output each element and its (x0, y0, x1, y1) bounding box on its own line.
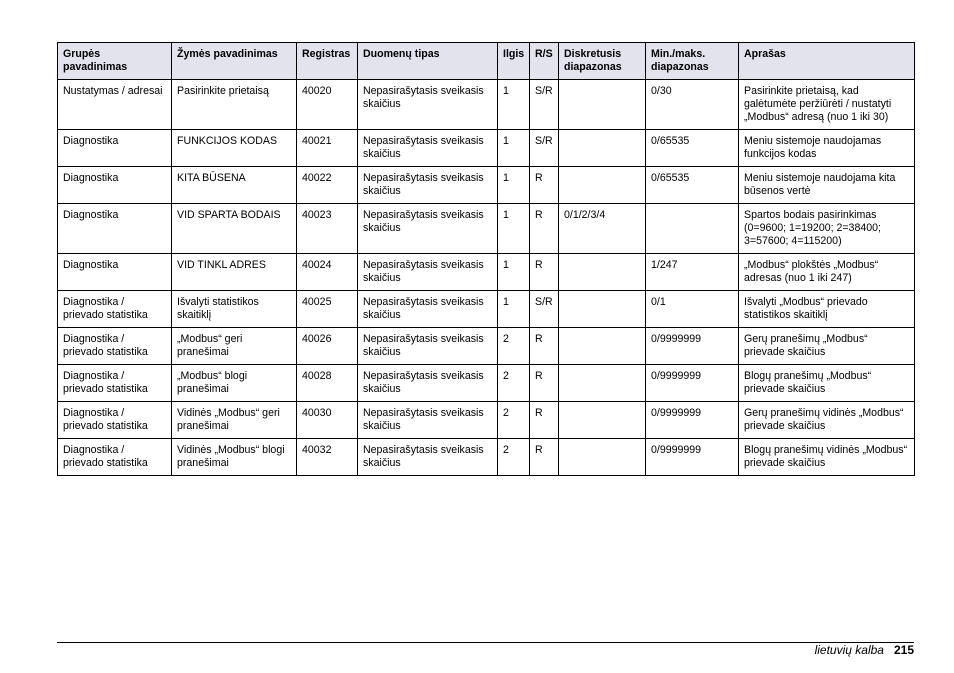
cell-discrete-range (559, 80, 646, 130)
cell-discrete-range (559, 402, 646, 439)
cell-rw: S/R (530, 291, 559, 328)
table-body (58, 80, 915, 476)
cell-data-type: Nepasirašytasis sveikasis skaičius (358, 254, 498, 291)
cell-rw: R (530, 365, 559, 402)
header-group-name: Grupės pavadinimas (58, 43, 172, 80)
cell-length: 2 (498, 365, 530, 402)
cell-rw: R (530, 439, 559, 476)
table-row (58, 328, 915, 365)
page-number: 215 (893, 643, 914, 657)
cell-data-type: Nepasirašytasis sveikasis skaičius (358, 80, 498, 130)
cell-description: Gerų pranešimų vidinės „Modbus“ prievade skaičius (739, 402, 915, 439)
cell-min-max-range: 1/247 (646, 254, 739, 291)
table-row (58, 204, 915, 254)
cell-group-name: Diagnostika / prievado statistika (58, 365, 172, 402)
cell-discrete-range (559, 328, 646, 365)
cell-register: 40032 (297, 439, 358, 476)
cell-length: 2 (498, 328, 530, 365)
table-row (58, 80, 915, 130)
cell-group-name: Diagnostika / prievado statistika (58, 291, 172, 328)
cell-tag-name: Pasirinkite prietaisą (172, 80, 297, 130)
cell-data-type: Nepasirašytasis sveikasis skaičius (358, 204, 498, 254)
cell-description: Spartos bodais pasirinkimas (0=9600; 1=19200; 2=38400; 3=57600; 4=115200) (739, 204, 915, 254)
cell-rw: R (530, 204, 559, 254)
table-row (58, 130, 915, 167)
header-rw: R/S (530, 43, 559, 80)
cell-group-name: Diagnostika (58, 254, 172, 291)
cell-group-name: Diagnostika (58, 130, 172, 167)
cell-register: 40020 (297, 80, 358, 130)
cell-group-name: Diagnostika / prievado statistika (58, 402, 172, 439)
cell-tag-name: „Modbus“ blogi pranešimai (172, 365, 297, 402)
cell-min-max-range: 0/65535 (646, 130, 739, 167)
cell-description: „Modbus“ plokštės „Modbus“ adresas (nuo 1 iki 247) (739, 254, 915, 291)
cell-rw: R (530, 254, 559, 291)
cell-tag-name: FUNKCIJOS KODAS (172, 130, 297, 167)
cell-rw: S/R (530, 130, 559, 167)
table-header-row (58, 43, 915, 80)
cell-rw: R (530, 402, 559, 439)
cell-register: 40025 (297, 291, 358, 328)
cell-data-type: Nepasirašytasis sveikasis skaičius (358, 402, 498, 439)
cell-data-type: Nepasirašytasis sveikasis skaičius (358, 439, 498, 476)
cell-tag-name: VID TINKL ADRES (172, 254, 297, 291)
cell-group-name: Diagnostika (58, 167, 172, 204)
cell-rw: S/R (530, 80, 559, 130)
cell-description: Išvalyti „Modbus“ prievado statistikos skaitiklį (739, 291, 915, 328)
cell-tag-name: Vidinės „Modbus“ blogi pranešimai (172, 439, 297, 476)
header-min-max-range: Min./maks. diapazonas (646, 43, 739, 80)
cell-min-max-range: 0/9999999 (646, 365, 739, 402)
cell-discrete-range (559, 167, 646, 204)
cell-discrete-range (559, 130, 646, 167)
cell-tag-name: KITA BŪSENA (172, 167, 297, 204)
cell-discrete-range (559, 365, 646, 402)
cell-tag-name: Išvalyti statistikos skaitiklį (172, 291, 297, 328)
cell-length: 1 (498, 80, 530, 130)
cell-length: 1 (498, 167, 530, 204)
cell-description: Blogų pranešimų „Modbus“ prievade skaičius (739, 365, 915, 402)
cell-length: 1 (498, 291, 530, 328)
cell-rw: R (530, 167, 559, 204)
cell-description: Pasirinkite prietaisą, kad galėtumėte peržiūrėti / nustatyti „Modbus“ adresą (nuo 1 iki 30) (739, 80, 915, 130)
header-data-type: Duomenų tipas (358, 43, 498, 80)
cell-min-max-range (646, 204, 739, 254)
cell-description: Meniu sistemoje naudojama kita būsenos vertė (739, 167, 915, 204)
cell-data-type: Nepasirašytasis sveikasis skaičius (358, 130, 498, 167)
cell-description: Meniu sistemoje naudojamas funkcijos kodas (739, 130, 915, 167)
cell-tag-name: „Modbus“ geri pranešimai (172, 328, 297, 365)
header-length: Ilgis (498, 43, 530, 80)
cell-length: 1 (498, 204, 530, 254)
cell-length: 2 (498, 439, 530, 476)
cell-group-name: Diagnostika / prievado statistika (58, 439, 172, 476)
cell-data-type: Nepasirašytasis sveikasis skaičius (358, 291, 498, 328)
cell-min-max-range: 0/9999999 (646, 328, 739, 365)
cell-discrete-range (559, 254, 646, 291)
table-row (58, 291, 915, 328)
footer-divider (57, 642, 914, 643)
modbus-register-table (57, 42, 915, 476)
cell-length: 1 (498, 130, 530, 167)
header-description: Aprašas (739, 43, 915, 80)
cell-group-name: Nustatymas / adresai (58, 80, 172, 130)
cell-register: 40028 (297, 365, 358, 402)
cell-group-name: Diagnostika / prievado statistika (58, 328, 172, 365)
cell-register: 40024 (297, 254, 358, 291)
cell-min-max-range: 0/9999999 (646, 439, 739, 476)
cell-description: Blogų pranešimų vidinės „Modbus“ prievade skaičius (739, 439, 915, 476)
header-register: Registras (297, 43, 358, 80)
table-row (58, 365, 915, 402)
cell-register: 40021 (297, 130, 358, 167)
cell-discrete-range (559, 291, 646, 328)
header-discrete-range: Diskretusis diapazonas (559, 43, 646, 80)
cell-discrete-range: 0/1/2/3/4 (559, 204, 646, 254)
table-row (58, 402, 915, 439)
cell-min-max-range: 0/9999999 (646, 402, 739, 439)
cell-data-type: Nepasirašytasis sveikasis skaičius (358, 328, 498, 365)
cell-min-max-range: 0/30 (646, 80, 739, 130)
cell-rw: R (530, 328, 559, 365)
table-row (58, 254, 915, 291)
cell-data-type: Nepasirašytasis sveikasis skaičius (358, 365, 498, 402)
cell-register: 40030 (297, 402, 358, 439)
cell-register: 40026 (297, 328, 358, 365)
cell-data-type: Nepasirašytasis sveikasis skaičius (358, 167, 498, 204)
cell-tag-name: Vidinės „Modbus“ geri pranešimai (172, 402, 297, 439)
footer-language: lietuvių kalba (814, 643, 884, 657)
cell-min-max-range: 0/65535 (646, 167, 739, 204)
cell-group-name: Diagnostika (58, 204, 172, 254)
cell-length: 2 (498, 402, 530, 439)
cell-register: 40022 (297, 167, 358, 204)
cell-length: 1 (498, 254, 530, 291)
cell-register: 40023 (297, 204, 358, 254)
page-footer (815, 643, 914, 657)
cell-description: Gerų pranešimų „Modbus“ prievade skaičius (739, 328, 915, 365)
cell-tag-name: VID SPARTA BODAIS (172, 204, 297, 254)
cell-discrete-range (559, 439, 646, 476)
cell-min-max-range: 0/1 (646, 291, 739, 328)
table-row (58, 439, 915, 476)
header-tag-name: Žymės pavadinimas (172, 43, 297, 80)
table-row (58, 167, 915, 204)
